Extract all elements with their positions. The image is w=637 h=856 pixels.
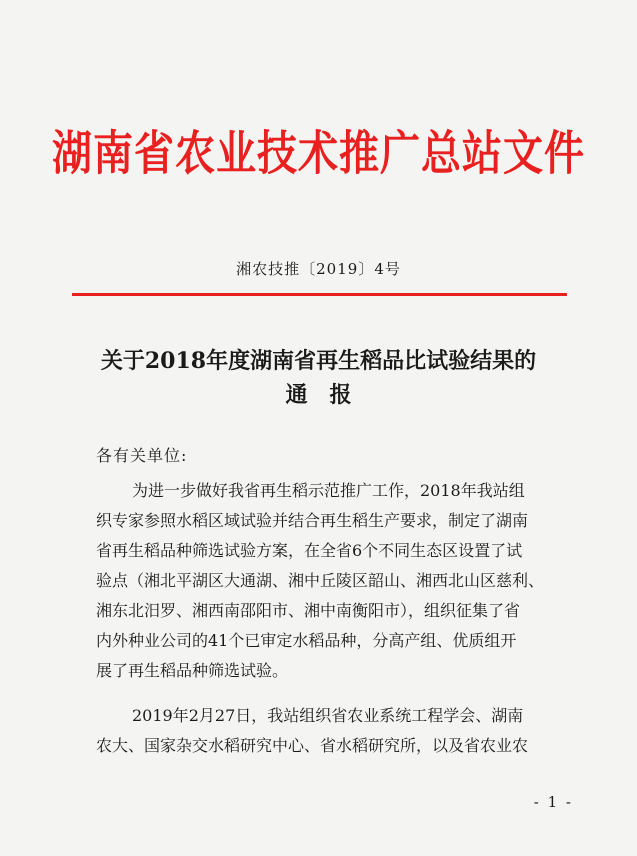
- paragraph-line: 展了再生稻品种筛选试验。: [96, 661, 289, 680]
- document-number: 湘农技推〔2019〕4号: [236, 260, 401, 278]
- masthead-title: 湖南省农业技术推广总站文件: [52, 125, 585, 182]
- notice-title-line-1: 关于2018年度湖南省再生稻品比试验结果的: [100, 348, 537, 374]
- salutation: 各有关单位:: [96, 446, 188, 465]
- page-number: - 1 -: [533, 793, 573, 811]
- paragraph-line: 农大、国家杂交水稻研究中心、省水稻研究所，以及省农业农: [96, 736, 529, 755]
- red-separator-line: [72, 293, 567, 296]
- paragraph-1: [96, 476, 556, 686]
- paragraph-line: 省再生稻品种筛选试验方案，在全省6个不同生态区设置了试: [96, 541, 523, 560]
- paragraph-2: [96, 701, 556, 761]
- paragraph-line: 内外种业公司的41个已审定水稻品种，分高产组、优质组开: [96, 631, 517, 650]
- paragraph-line: 验点（湘北平湖区大通湖、湘中丘陵区韶山、湘西北山区慈利、: [96, 571, 545, 590]
- notice-title-line-2: 通报: [285, 382, 374, 408]
- paragraph-line: 织专家参照水稻区域试验并结合再生稻生产要求，制定了湖南: [96, 511, 529, 530]
- paragraph-line: 湘东北汨罗、湘西南邵阳市、湘中南衡阳市），组织征集了省: [96, 601, 521, 620]
- paragraph-line: 为进一步做好我省再生稻示范推广工作，2018年我站组: [132, 481, 525, 500]
- paragraph-line: 2019年2月27日，我站组织省农业系统工程学会、湖南: [132, 706, 524, 725]
